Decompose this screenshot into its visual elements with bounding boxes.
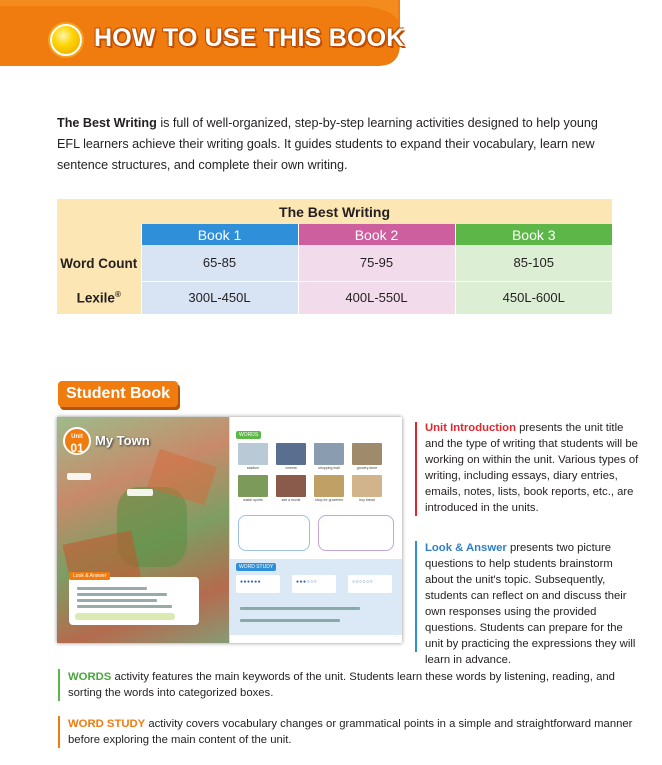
sort-box [238,515,310,551]
word-thumb-label: stadium [246,466,260,470]
unit-intro-bar [415,422,417,516]
column-header-book1: Book 1 [141,224,298,245]
intro-lead: The Best Writing [57,116,157,130]
unit-intro-callout [425,420,640,516]
row-label-lexile [57,281,141,314]
word-thumb-image [352,475,382,497]
unit-intro-text: presents the unit title and the type of writing that students will be working on within the unit. Various types of writing, including essays, diary entries, emails, notes, lists, book reports, etc., are introduced in the units. [425,422,639,514]
word-thumb-image [314,443,344,465]
table-row [57,281,612,314]
table-cell: 300L-450L [141,281,298,314]
dot-row: ●●●○○○ [296,579,318,585]
word-thumb-label: watch sports [243,498,263,502]
page-number-mark: · [63,634,65,639]
text-line [77,599,157,602]
unit-word: Unit [71,434,83,440]
word-study-box [348,575,392,593]
text-line [77,605,172,608]
word-thumb-label: see a movie [281,498,301,502]
text-line [240,619,340,622]
header-banner [0,0,405,66]
table-cell: 450L-600L [455,281,612,314]
word-study-box [236,575,280,593]
column-header-book2: Book 2 [298,224,455,245]
word-thumb-image [276,443,306,465]
coin-icon [50,24,82,56]
word-study-callout [68,716,648,748]
look-answer-callout [425,540,640,668]
words-callout [68,669,628,701]
table-title: The Best Writing [57,199,612,224]
page-number-mark: · [394,634,396,639]
word-thumb-image [314,475,344,497]
word-thumb-label: grocery store [356,466,378,470]
table-cell: 400L-550L [298,281,455,314]
row-label-lexile-text: Lexile [76,290,115,306]
intro-body: is full of well-organized, step-by-step learning activities designed to help young EFL learners achieve their writing goals. It guides students to expand their vocabulary, learn new sentence structures, and complete their own writing. [57,116,598,172]
look-answer-box [69,573,199,625]
word-thumb-label: buy bread [359,498,375,502]
text-line [77,593,167,596]
words-bar [58,669,60,701]
intro-paragraph [57,113,617,176]
table-cell: 65-85 [141,245,298,281]
row-label-word-count: Word Count [57,245,141,281]
page-title: HOW TO USE THIS BOOK [94,24,405,52]
words-page [229,417,402,643]
look-answer-bar [415,541,417,652]
text-line [77,587,147,590]
dot-row: ●●●●●● [240,579,262,585]
words-keyword: WORDS [68,671,112,683]
word-study-section [230,559,402,635]
registered-mark: ® [114,289,121,299]
word-study-box [292,575,336,593]
words-text: activity features the main keywords of the unit. Students learn these words by listening, reading, and sorting the words into categorized boxes. [68,671,615,699]
photo-tag [67,473,91,480]
text-line [240,607,360,610]
word-thumb-label: cinema [285,466,297,470]
unit-number: 01 [70,441,84,455]
unit-opener-page [57,417,229,643]
look-answer-text: presents two picture questions to help students brainstorm about the unit's topic. Subsequently, students can reflect on and discuss their own responses using the provided questions. Students can prepare for the unit by practicing the expressions they will learn in advance. [425,542,636,666]
sort-box [318,515,394,551]
table-corner [57,224,141,245]
word-study-keyword: WORD STUDY [68,718,146,730]
photo-tag [127,489,153,496]
answer-strip [75,613,175,620]
word-thumb-image [276,475,306,497]
dot-row: ○○○○○○ [352,579,374,585]
unit-badge [63,427,91,455]
table-cell: 85-105 [455,245,612,281]
word-thumb-label: shopping mall [318,466,340,470]
word-study-text: activity covers vocabulary changes or grammatical points in a simple and straightforward manner before exploring the main content of the unit. [68,718,633,746]
word-study-bar [58,716,60,748]
look-answer-keyword: Look & Answer [425,542,507,554]
book-spread-preview [57,417,402,643]
word-study-tag: WORD STUDY [236,563,276,571]
words-tag: WORDS [236,431,261,439]
word-thumb-image [352,443,382,465]
look-answer-tag: Look & Answer [69,572,110,580]
table-title-row [57,199,612,224]
word-thumb-label: shop for groceries [314,498,343,502]
word-thumb-image [238,443,268,465]
table-cell: 75-95 [298,245,455,281]
table-row [57,245,612,281]
student-book-label: Student Book [58,381,178,407]
unit-intro-keyword: Unit Introduction [425,422,516,434]
column-header-book3: Book 3 [455,224,612,245]
unit-title: My Town [95,433,150,448]
word-thumb-image [238,475,268,497]
book-levels-table [57,199,612,314]
table-header-row [57,224,612,245]
